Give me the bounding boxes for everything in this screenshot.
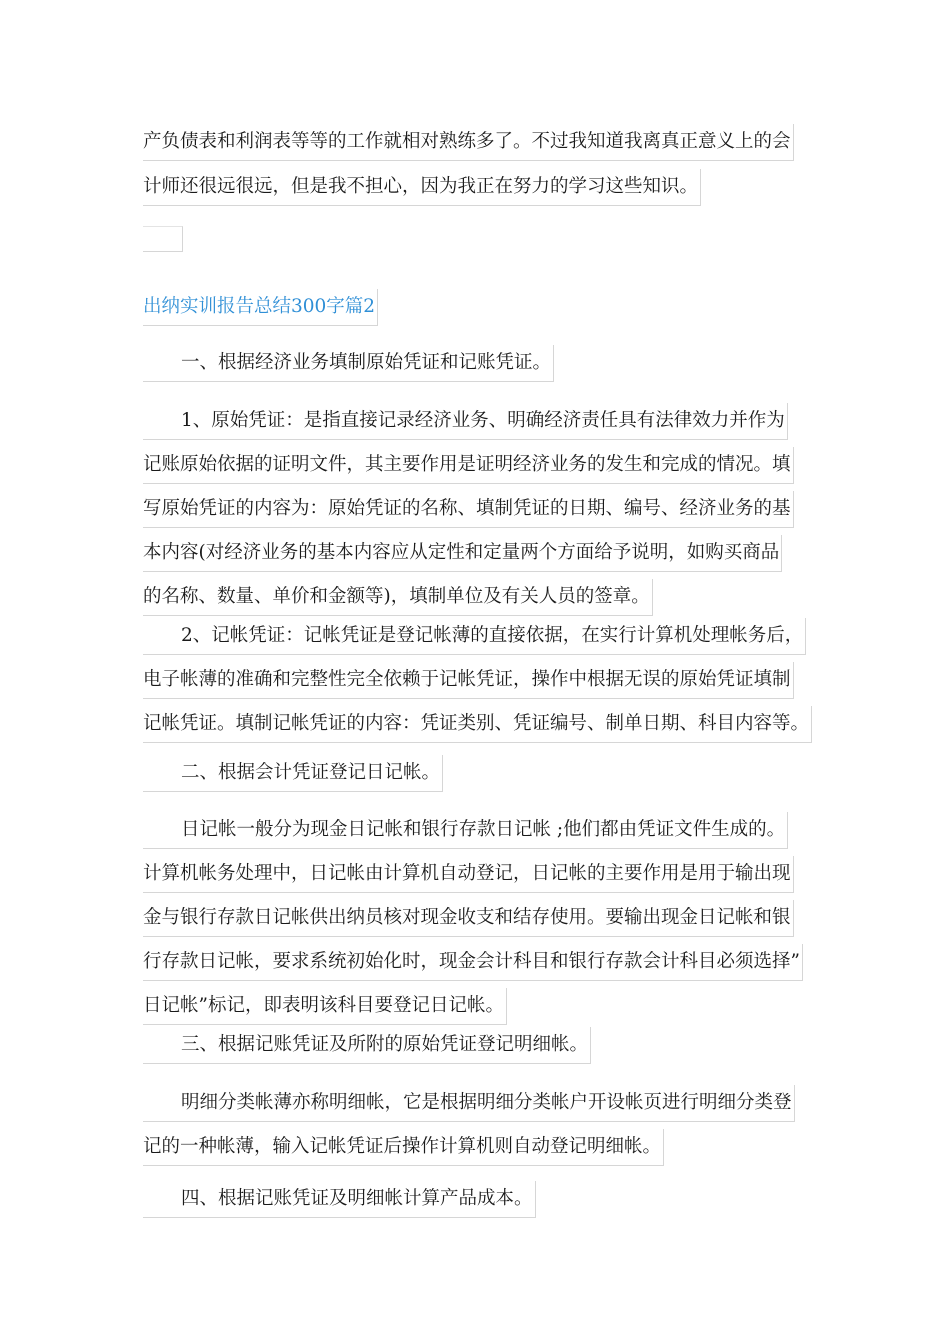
text-line: 明细分类帐薄亦称明细帐，它是根据明细分类帐户开设帐页进行明细分类登 xyxy=(143,1085,795,1122)
section-heading xyxy=(143,289,378,326)
paragraph-accounting-voucher xyxy=(143,618,812,743)
text-line: 二、根据会计凭证登记日记帐。 xyxy=(143,755,443,792)
paragraph-journal xyxy=(143,812,803,1025)
text-line: 产负债表和利润表等等的工作就相对熟练多了。不过我知道我离真正意义上的会 xyxy=(143,124,794,161)
text-line: 2、记帐凭证：记帐凭证是登记帐薄的直接依据，在实行计算机处理帐务后， xyxy=(143,618,806,655)
text-line: 计算机帐务处理中，日记帐由计算机自动登记，日记帐的主要作用是用于输出现 xyxy=(143,856,794,893)
text-line: 一、根据经济业务填制原始凭证和记账凭证。 xyxy=(143,345,554,382)
subheading-1 xyxy=(143,345,554,382)
empty-cell xyxy=(143,226,183,252)
text-line: 写原始凭证的内容为：原始凭证的名称、填制凭证的日期、编号、经济业务的基 xyxy=(143,491,794,528)
section-title: 出纳实训报告总结300字篇2 xyxy=(143,289,378,326)
text-line: 记帐凭证。填制记帐凭证的内容：凭证类别、凭证编号、制单日期、科目内容等。 xyxy=(143,706,812,743)
text-line: 本内容(对经济业务的基本内容应从定性和定量两个方面给予说明，如购买商品 xyxy=(143,535,782,572)
subheading-3 xyxy=(143,1027,591,1064)
subheading-4 xyxy=(143,1181,536,1218)
text-line: 日记帐一般分为现金日记帐和银行存款日记帐 ;他们都由凭证文件生成的。 xyxy=(143,812,788,849)
text-line: 日记帐”标记，即表明该科目要登记日记帐。 xyxy=(143,988,507,1025)
paragraph-original-voucher xyxy=(143,403,794,616)
text-line: 计师还很远很远，但是我不担心，因为我正在努力的学习这些知识。 xyxy=(143,169,701,206)
text-line: 1、原始凭证：是指直接记录经济业务、明确经济责任具有法律效力并作为 xyxy=(143,403,788,440)
text-line: 四、根据记账凭证及明细帐计算产品成本。 xyxy=(143,1181,536,1218)
intro-paragraph xyxy=(143,124,794,206)
text-line: 记的一种帐薄，输入记帐凭证后操作计算机则自动登记明细帐。 xyxy=(143,1129,664,1166)
text-line: 三、根据记账凭证及所附的原始凭证登记明细帐。 xyxy=(143,1027,591,1064)
subheading-2 xyxy=(143,755,443,792)
text-line: 的名称、数量、单价和金额等)，填制单位及有关人员的签章。 xyxy=(143,579,653,616)
paragraph-detail-ledger xyxy=(143,1085,795,1166)
text-line: 记账原始依据的证明文件，其主要作用是证明经济业务的发生和完成的情况。填 xyxy=(143,447,794,484)
text-line: 行存款日记帐，要求系统初始化时，现金会计科目和银行存款会计科目必须选择” xyxy=(143,944,803,981)
text-line: 电子帐薄的准确和完整性完全依赖于记帐凭证，操作中根据无误的原始凭证填制 xyxy=(143,662,794,699)
text-line: 金与银行存款日记帐供出纳员核对现金收支和结存使用。要输出现金日记帐和银 xyxy=(143,900,794,937)
